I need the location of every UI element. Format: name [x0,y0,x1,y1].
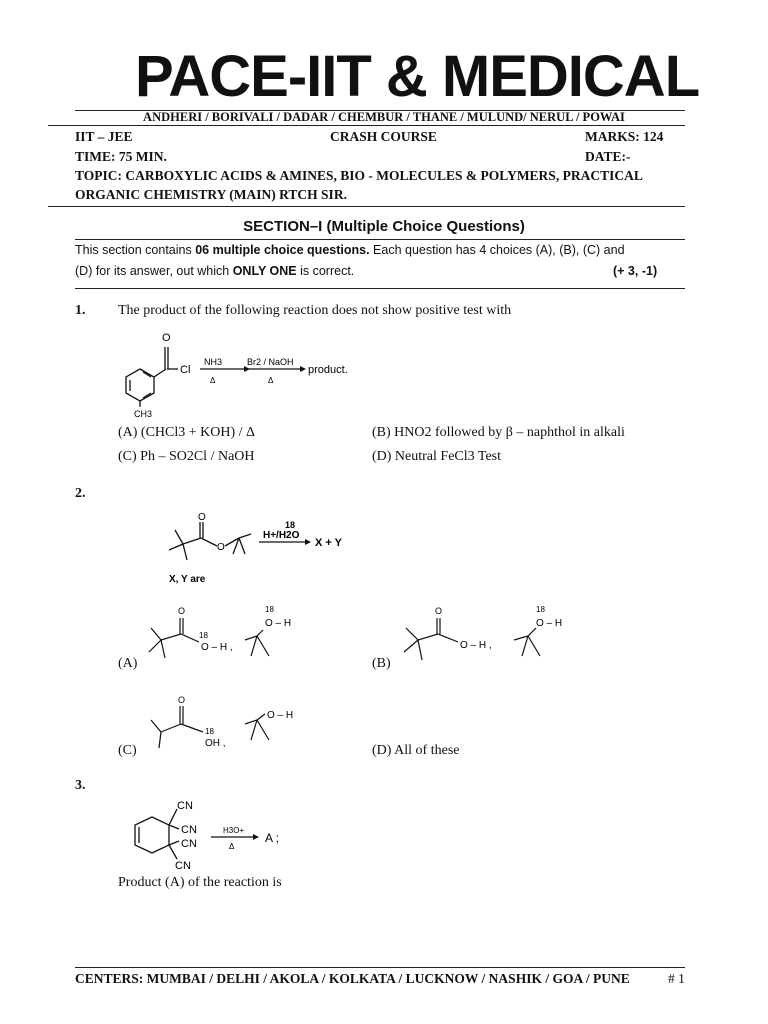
section-rule-bottom [75,288,685,289]
product-label: product. [308,364,348,376]
hydroxyl-label: O – H , [460,640,492,651]
condition: Δ [229,842,235,851]
reagent: H3O+ [223,826,245,835]
option-a[interactable]: (A) [118,656,138,671]
isotope-label: 18 [536,605,545,614]
intro-bold: 06 multiple choice questions. [195,243,370,257]
oxygen-label: O [217,542,225,553]
option-a[interactable]: (A) (CHCl3 + KOH) / Δ [118,425,256,440]
option-d[interactable]: (D) Neutral FeCl3 Test [372,449,502,464]
topic-line-1: TOPIC: CARBOXYLIC ACIDS & AMINES, BIO - MOLECULES & POLYMERS, PRACTICAL [75,168,643,183]
time: TIME: 75 MIN. [75,149,167,164]
footer-rule [75,967,685,968]
intro-text: is correct. [296,264,355,278]
marking-scheme: (+ 3, -1) [613,264,658,278]
cyano-label: CN [181,824,197,836]
intro-text: Each question has 4 choices (A), (B), (C) and [369,243,625,257]
q3-reaction-scheme [125,797,290,872]
q1-reaction-scheme [110,325,355,420]
header-rule-2 [48,125,685,126]
isotope-label: 18 [265,605,274,614]
reagent-2: Br2 / NaOH [247,357,294,367]
section-intro-line-2 [75,264,354,278]
footer-centers: CENTERS: MUMBAI / DELHI / AKOLA / KOLKATA / LUCKNOW / NASHIK / GOA / PUNE [75,971,630,986]
q2-option-b-structure [400,598,575,670]
exam-name: IIT – JEE [75,129,133,144]
page-number: # 1 [668,971,685,986]
oxygen-label: O [162,332,171,344]
chloro-label: Cl [180,364,191,376]
date: DATE:- [585,149,631,164]
section-intro-line-1 [75,243,625,257]
oxygen-label: O [435,606,443,616]
course-name: CRASH COURSE [330,129,437,144]
topic-line-2: ORGANIC CHEMISTRY (MAIN) RTCH SIR. [75,187,347,202]
cyano-label: CN [177,800,193,812]
question-number: 1. [75,303,86,318]
oxygen-label: O [198,512,206,523]
q2-reaction-scheme [165,508,360,586]
section-title: SECTION–I (Multiple Choice Questions) [243,218,525,235]
hydroxyl-label: OH , [205,738,226,749]
cyano-label: CN [175,860,191,872]
oxygen-label: O [178,695,186,705]
option-b[interactable]: (B) [372,656,391,671]
q2-option-c-structure [145,692,310,754]
intro-text: (D) for its answer, out which [75,264,233,278]
products: X + Y [315,537,343,549]
option-d[interactable]: (D) All of these [372,743,460,758]
hydroxyl-label: O – H [267,710,294,721]
hydroxyl-label: O – H [265,618,292,629]
header-rule-bottom [48,206,685,207]
reagent-1: NH3 [204,357,223,367]
methyl-label: CH3 [134,409,153,419]
hydroxyl-label: O – H , [201,642,233,653]
isotope-label: 18 [205,727,214,736]
marks: MARKS: 124 [585,129,664,144]
question-number: 2. [75,486,86,501]
isotope-label: 18 [199,631,208,640]
branches: ANDHERI / BORIVALI / DADAR / CHEMBUR / THANE / MULUND/ NERUL / POWAI [143,110,625,124]
product-label: A ; [265,831,280,845]
pace-logo [135,42,700,112]
condition-2: Δ [268,376,274,385]
condition-1: Δ [210,376,216,385]
section-rule-top [75,239,685,240]
caption: X, Y are [169,574,206,585]
reagent: H+/H2O [263,530,300,541]
question-text: Product (A) of the reaction is [118,875,282,890]
cyano-label: CN [181,838,197,850]
intro-text: This section contains [75,243,196,257]
intro-bold: ONLY ONE [232,264,297,278]
option-c[interactable]: (C) Ph – SO2Cl / NaOH [118,449,255,464]
option-c[interactable]: (C) [118,743,137,758]
option-b[interactable]: (B) HNO2 followed by β – naphthol in alkali [372,425,625,440]
question-text: The product of the following reaction does not show positive test with [118,303,512,318]
oxygen-label: O [178,606,186,616]
cyclohexene-ring [135,817,169,853]
q2-option-a-structure [145,600,315,672]
isotope-label: 18 [285,520,296,530]
question-number: 3. [75,778,86,793]
logo-text: PACE-IIT & MEDICAL [135,44,700,109]
hydroxyl-label: O – H [536,618,563,629]
